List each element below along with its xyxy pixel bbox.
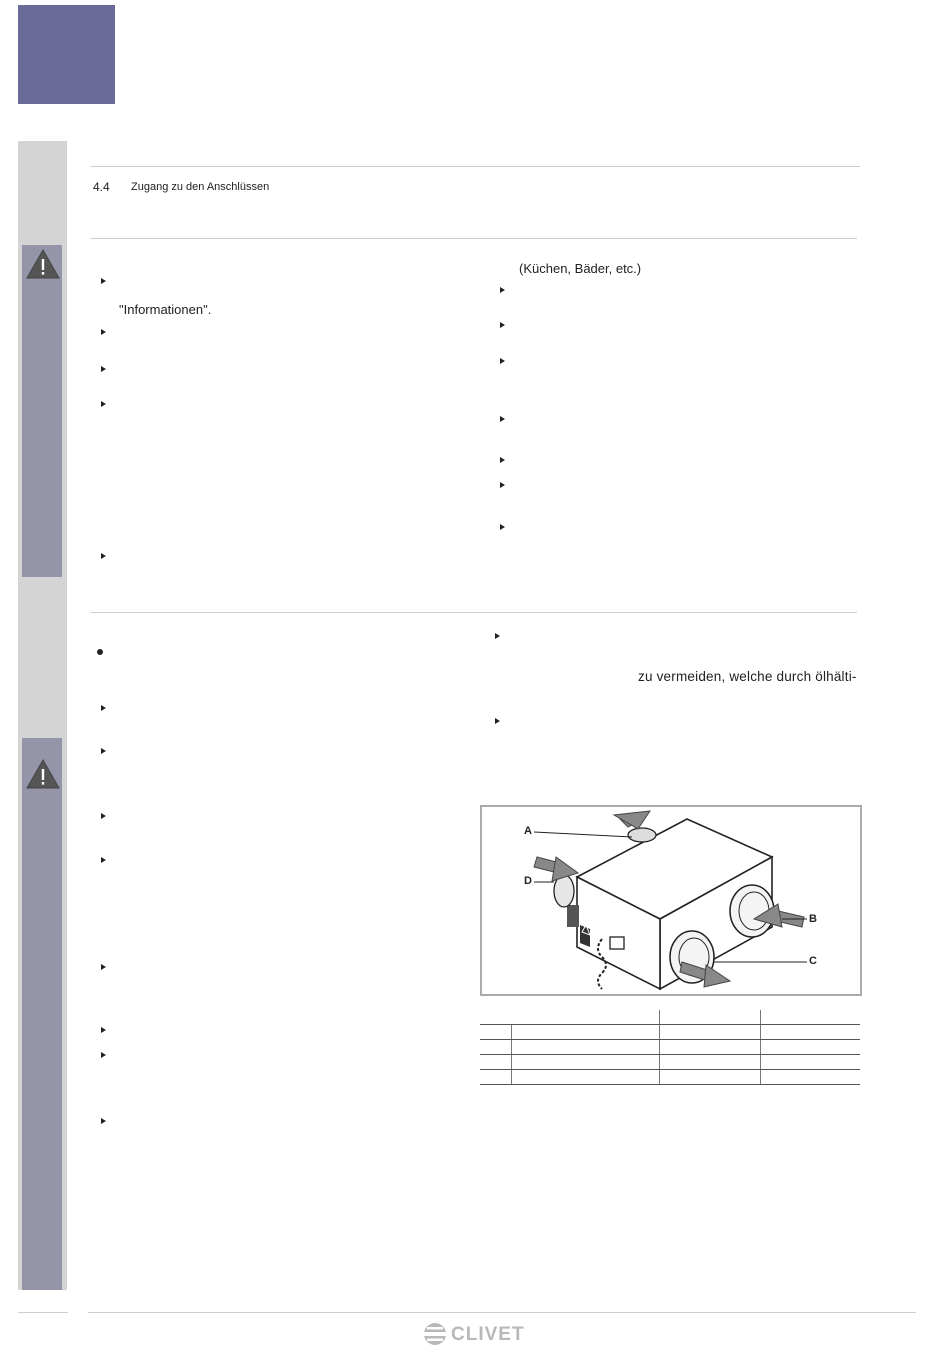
bullet <box>101 1052 106 1058</box>
bullet <box>101 705 106 711</box>
bullet <box>101 748 106 754</box>
clivet-logo-icon <box>422 1321 448 1347</box>
bullet <box>500 524 505 530</box>
bullet <box>495 718 500 724</box>
section-number: 4.4 <box>93 180 110 194</box>
bullet <box>101 1118 106 1124</box>
bullet <box>101 278 106 284</box>
bullet <box>495 633 500 639</box>
bullet <box>101 857 106 863</box>
sidebar-section-band-2 <box>22 738 62 1290</box>
bullet <box>500 416 505 422</box>
figure-label-a: A <box>524 825 532 837</box>
ventilation-unit-diagram <box>482 807 860 994</box>
bullet <box>101 401 106 407</box>
text-line: "Informationen". <box>119 302 212 317</box>
footer-rule <box>88 1312 916 1313</box>
bullet <box>101 553 106 559</box>
sidebar-section-band-1 <box>22 245 62 577</box>
block-divider <box>90 612 857 613</box>
table-row <box>480 1010 860 1025</box>
unit-figure-frame <box>480 805 862 996</box>
figure-label-d: D <box>524 875 532 887</box>
bullet <box>101 813 106 819</box>
section-divider <box>90 238 857 239</box>
figure-label-b: B <box>809 913 817 925</box>
bullet <box>101 1027 106 1033</box>
bullet <box>500 287 505 293</box>
section-top-rule <box>90 166 860 167</box>
warning-icon <box>25 247 61 281</box>
text-line: zu vermeiden, welche durch ölhälti- <box>638 669 857 684</box>
warning-icon <box>25 757 61 791</box>
round-bullet <box>97 649 103 655</box>
text-line: (Küchen, Bäder, etc.) <box>519 261 642 276</box>
bullet <box>500 482 505 488</box>
table-row <box>480 1040 860 1055</box>
bullet <box>101 366 106 372</box>
bullet <box>500 322 505 328</box>
header-accent-block <box>18 5 115 104</box>
bullet <box>500 358 505 364</box>
connection-table <box>480 1010 860 1085</box>
figure-label-c: C <box>809 955 817 967</box>
footer-brand: CLIVET <box>451 1324 525 1345</box>
table-row <box>480 1025 860 1040</box>
table-row <box>480 1055 860 1070</box>
section-title: Zugang zu den Anschlüssen <box>131 181 270 193</box>
bullet <box>101 329 106 335</box>
bullet <box>500 457 505 463</box>
footer-rule-left <box>18 1312 68 1313</box>
table-row <box>480 1070 860 1085</box>
bullet <box>101 964 106 970</box>
